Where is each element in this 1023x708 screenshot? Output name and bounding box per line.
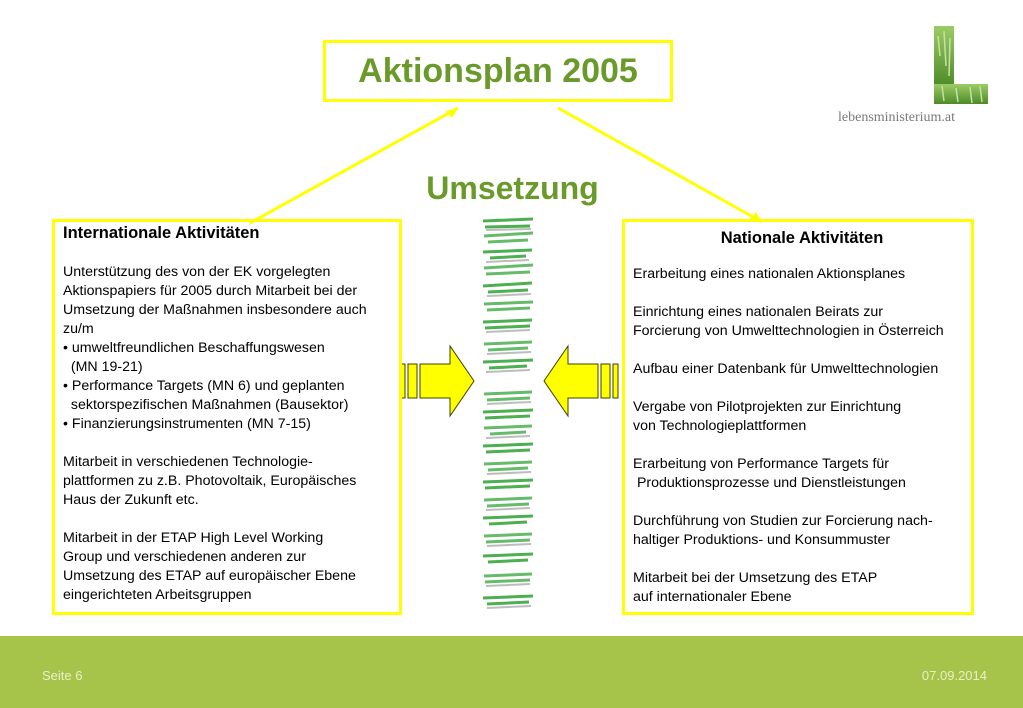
national-activities-panel [622, 219, 974, 615]
text-line: von Technologieplattformen [633, 418, 807, 434]
panel-body [63, 244, 399, 605]
paragraph [633, 265, 971, 284]
text-line: sektorspezifischen Maßnahmen (Bausektor) [63, 397, 349, 413]
international-activities-panel [52, 219, 402, 615]
text-line: Vergabe von Pilotprojekten zur Einrichtung [633, 399, 902, 415]
text-line: Group und verschiedenen anderen zur [63, 549, 306, 565]
grass-l-logo [930, 26, 988, 104]
slide-date: 07.09.2014 [921, 668, 987, 683]
text-line: • Performance Targets (MN 6) und geplanten [63, 378, 345, 394]
text-line: Erarbeitung von Performance Targets für [633, 456, 890, 472]
text-line: Mitarbeit in verschiedenen Technologie- [63, 454, 313, 470]
text-line: eingerichteten Arbeitsgruppen [63, 587, 252, 603]
text-line: • Finanzierungsinstrumenten (MN 7-15) [63, 416, 311, 432]
paragraph [63, 529, 399, 605]
paragraph [633, 569, 971, 607]
paragraph [63, 263, 399, 434]
paragraph [633, 455, 971, 493]
footer-bar [0, 636, 1023, 708]
text-line: Umsetzung des ETAP auf europäischer Ebene [63, 568, 356, 584]
left-arrow [544, 346, 618, 416]
text-line: haltiger Produktions- und Konsummuster [633, 532, 891, 548]
slide-title: Aktionsplan 2005 [358, 51, 638, 90]
text-line: (MN 19-21) [63, 359, 143, 375]
right-arrow [400, 346, 474, 416]
text-line: Produktionsprozesse und Dienstleistungen [633, 475, 906, 491]
text-line: Mitarbeit bei der Umsetzung des ETAP [633, 570, 878, 586]
connector-arrowhead-left [446, 108, 458, 118]
text-line: • umweltfreundlichen Beschaffungswesen [63, 340, 325, 356]
paragraph [633, 360, 971, 379]
panel-heading: Internationale Aktivitäten [63, 224, 260, 242]
panel-heading: Nationale Aktivitäten [720, 229, 884, 247]
panel-body [633, 265, 971, 607]
text-line: Durchführung von Studien zur Forcierung nach- [633, 513, 933, 529]
slide-subtitle: Umsetzung [426, 170, 599, 206]
text-line: auf internationaler Ebene [633, 589, 792, 605]
logo-text: lebensministerium.at [838, 110, 956, 125]
paragraph [633, 512, 971, 550]
text-line: zu/m [63, 321, 94, 337]
text-line: Aktionspapiers für 2005 durch Mitarbeit bei der [63, 283, 358, 299]
page-number: Seite 6 [42, 668, 83, 683]
text-line: Haus der Zukunft etc. [63, 492, 199, 508]
text-line: Umsetzung der Maßnahmen insbesondere auch [63, 302, 367, 318]
text-line: Forcierung von Umwelttechnologien in Österreich [633, 323, 944, 339]
text-line: Erarbeitung eines nationalen Aktionsplanes [633, 266, 906, 282]
title-box [323, 40, 673, 102]
paragraph [633, 303, 971, 341]
paragraph [633, 398, 971, 436]
paragraph [63, 453, 399, 510]
text-line: Unterstützung des von der EK vorgelegten [63, 264, 331, 280]
text-line: Einrichtung eines nationalen Beirats zur [633, 304, 884, 320]
text-line: plattformen zu z.B. Photovoltaik, Europäisches [63, 473, 357, 489]
text-line: Aufbau einer Datenbank für Umwelttechnologien [633, 361, 939, 377]
text-line: Mitarbeit in der ETAP High Level Working [63, 530, 324, 546]
